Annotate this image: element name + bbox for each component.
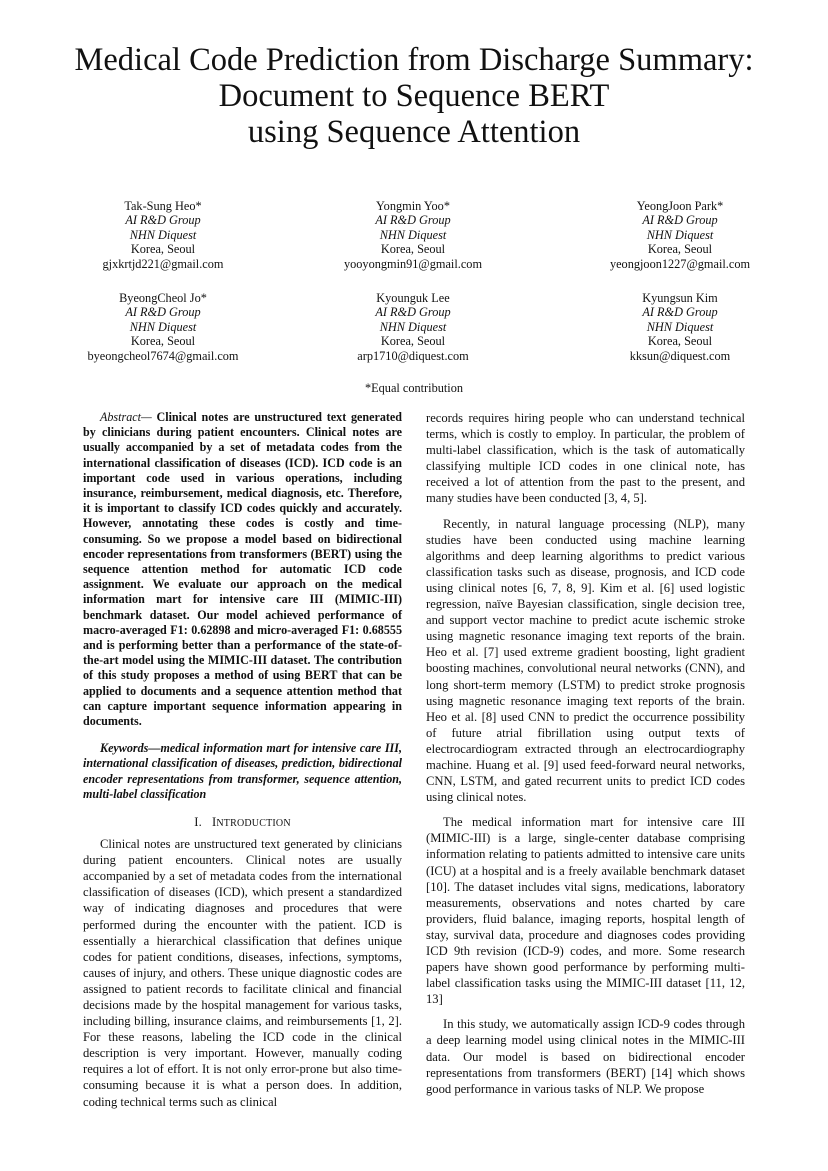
intro-paragraph: The medical information mart for intensive care III (MIMIC-III) is a large, single-center database comprising information relating to patients admitted to intensive care units (ICU) at a hospital and is a freely available benchmark dataset [10]. The dataset includes vital signs, medications, laboratory measurements, observations and notes charted by care providers, fluid balance, imaging reports, hospital length of stay, survival data, procedure and diagnoses codes providing ICD 9th revision (ICD-9) codes, and more. Some research papers have shown good performance by performing multi-label classification tasks using the MIMIC-III dataset [11, 12, 13] — [426, 815, 745, 1007]
equal-contribution-note: *Equal contribution — [364, 381, 463, 395]
paper-title — [40, 42, 788, 150]
keywords-lead: Keywords— — [100, 741, 161, 756]
author-org: NHN Diquest — [646, 319, 714, 334]
author-block — [0, 199, 828, 383]
section-title-initial: I — [211, 815, 217, 830]
author-email: yooyongmin91@gmail.com — [343, 256, 483, 271]
author-org: NHN Diquest — [646, 227, 714, 242]
author-group: AI R&D Group — [125, 213, 201, 228]
author-org: NHN Diquest — [129, 227, 197, 242]
keywords-body: medical information mart for intensive care III, international classification of diseases, prediction, bidirectional encoder representations from transformer, sequence attention, multi-label classification — [83, 741, 402, 801]
author-card — [43, 291, 283, 363]
intro-paragraph-continued: records requires hiring people who can understand technical terms, which is costly to employ. In particular, the problem of multi-label classification, which is the task of automatically classifying multiple ICD codes in one clinical note, has received a lot of attention from the past to the present, and many studies have been conducted [3, 4, 5]. — [426, 411, 745, 506]
author-email: gjxkrtjd221@gmail.com — [102, 256, 224, 271]
section-title-rest: NTRODUCTION — [216, 818, 291, 830]
author-org: NHN Diquest — [379, 319, 447, 334]
author-name: Kyounguk Lee — [376, 291, 450, 305]
author-email: kksun@diquest.com — [629, 348, 731, 363]
author-org: NHN Diquest — [129, 319, 197, 334]
abstract-lead: Abstract— — [100, 410, 152, 424]
author-card — [293, 199, 533, 271]
author-card — [293, 291, 533, 363]
author-email: byeongcheol7674@gmail.com — [87, 348, 239, 363]
author-location: Korea, Seoul — [130, 334, 196, 349]
author-name: Tak-Sung Heo* — [124, 199, 202, 213]
intro-paragraph: Clinical notes are unstructured text generated by clinicians during patient encounters. Clinical notes are usually accompanied by a set of metadata codes from the international classification of diseases (ICD), which present a standardized way of indicating diagnoses and procedures that were performed during the encounter with the patient. ICD is essentially a hierarchical classification that defines unique codes for patient conditions, diseases, infections, symptoms, causes of injury, and others. These unique diagnostic codes are assigned to patient records to facilitate clinical and financial decisions made by the hospital management for various tasks, including billing, insurance claims, and reimbursements [1, 2]. For these reasons, labeling the ICD code in the clinical description is very important. However, manually coding requires a lot of effort. It is not only error-prone but also time-consuming because it is what a person does. In addition, coding technical terms such as clinical — [83, 837, 402, 1109]
author-card — [560, 291, 800, 363]
author-card — [43, 199, 283, 271]
intro-paragraph: Recently, in natural language processing (NLP), many studies have been conducted using machine learning algorithms and deep learning algorithms to predict various classification tasks such as disease, prognosis, and ICD code using clinical notes [6, 7, 8, 9]. Kim et al. [6] used logistic regression, naïve Bayesian classification, single decision tree, and support vector machine to predict acute ischemic stroke using magnetic resonance imaging text reports of the brain. Heo et al. [7] used extreme gradient boosting, light gradient boosting machines, convolutional neural networks (CNN), and long short-term memory (LSTM) to predict stroke prognosis using magnetic resonance imaging text reports of the brain. Heo et al. [8] used CNN to predict the occurrence possibility of future atrial fibrillation using output texts of electrocardiogram extracted through an electrocardiography machine. Huang et al. [9] used feed-forward neural networks, CNN, LSTM, and gated recurrent units to predict ICD codes using clinical notes. — [426, 516, 745, 805]
left-column — [83, 410, 402, 1110]
title-line-3: using Sequence Attention — [247, 114, 581, 150]
intro-paragraph: In this study, we automatically assign ICD-9 codes through a deep learning model using clinical notes in the MIMIC-III data. Our model is based on bidirectional encoder representations from transformers (BERT) [14] which shows good performance in various tasks of NLP. We propose — [426, 1017, 745, 1096]
right-column — [426, 410, 745, 1097]
abstract-body: Clinical notes are unstructured text generated by clinicians during patient encounters. Clinical notes are usually accompanied by a set of metadata codes from the international classification of diseases (ICD). ICD code is an important code used in various operations, including insurance, reimbursement, medical diagnosis, etc. Therefore, it is important to classify ICD codes quickly and accurately. However, annotating these codes is costly and time-consuming. So we propose a model based on bidirectional encoder representations from transformers (BERT) using the sequence attention method for automatic ICD code assignment. We evaluate our approach on the medical information mart for intensive care III (MIMIC-III) benchmark dataset. Our model achieved performance of macro-averaged F1: 0.62898 and micro-averaged F1: 0.68555 and is performing better than a performance of the state-of-the-art model using the MIMIC-III dataset. The contribution of this study proposes a method of using BERT that can be applied to documents and a sequence attention method that can capture important sequence information appearing in documents. — [83, 410, 402, 729]
author-name: YeongJoon Park* — [636, 199, 724, 213]
author-group: AI R&D Group — [375, 305, 451, 320]
keywords — [83, 741, 402, 802]
author-location: Korea, Seoul — [647, 242, 713, 257]
title-line-1: Medical Code Prediction from Discharge Summary: — [74, 42, 754, 78]
author-group: AI R&D Group — [642, 305, 718, 320]
author-card — [560, 199, 800, 271]
section-number: I. — [194, 815, 202, 830]
author-location: Korea, Seoul — [130, 242, 196, 257]
author-email: yeongjoon1227@gmail.com — [609, 256, 751, 271]
section-heading-introduction — [83, 814, 402, 832]
author-name: ByeongCheol Jo* — [119, 291, 207, 305]
author-org: NHN Diquest — [379, 227, 447, 242]
author-group: AI R&D Group — [642, 213, 718, 228]
author-location: Korea, Seoul — [647, 334, 713, 349]
author-group: AI R&D Group — [375, 213, 451, 228]
title-line-2: Document to Sequence BERT — [218, 78, 610, 114]
author-name: Kyungsun Kim — [642, 291, 718, 305]
author-row-2 — [0, 291, 828, 383]
author-group: AI R&D Group — [125, 305, 201, 320]
author-row-1 — [0, 199, 828, 291]
author-location: Korea, Seoul — [380, 242, 446, 257]
author-name: Yongmin Yoo* — [376, 199, 450, 213]
author-location: Korea, Seoul — [380, 334, 446, 349]
author-email: arp1710@diquest.com — [357, 348, 469, 363]
abstract — [83, 410, 402, 729]
